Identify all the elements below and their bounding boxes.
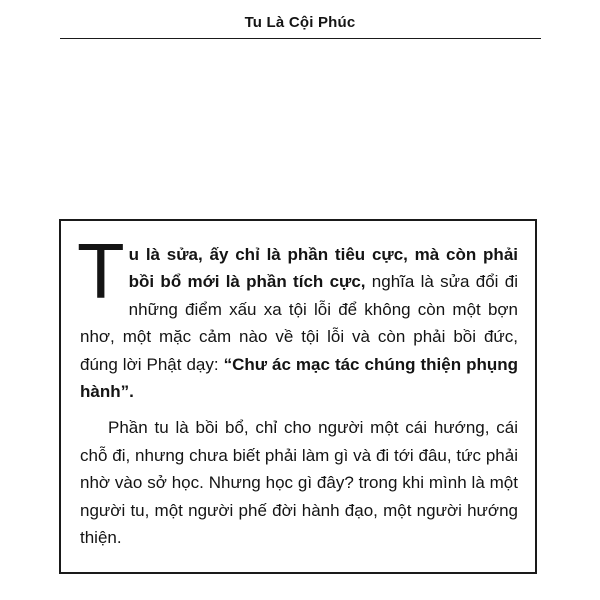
text-content [77, 227, 518, 551]
paragraph-1-body-text: nghĩa là sửa đổi đi những điểm xấu xa tội lỗi để không còn một bợn nhơ, một mặc cảm nào về tội lỗi và còn phải bồi đức, đúng lời Phật dạy: [80, 272, 518, 374]
header-rule [60, 38, 541, 39]
buddha-quote: “Chư ác mạc tác chúng thiện phụng hành”. [80, 354, 518, 402]
drop-cap-letter: T [77, 227, 125, 315]
bold-lead-text: u là sửa, ấy chỉ là phần tiêu cực, mà còn phải bồi bổ mới là phần tích cực, [128, 245, 518, 292]
paragraph-1 [77, 227, 518, 405]
paragraph-2: Phần tu là bồi bổ, chỉ cho người một cái hướng, cái chỗ đi, nhưng chưa biết phải làm gì và đi tới đâu, tức phải nhờ vào sở học. Nhưng học gì đây? trong khi mình là một người tu, một người phế đời hành đạo, một người hướng thiện. [80, 418, 518, 548]
bordered-text-box [59, 219, 537, 574]
running-header-title: Tu Là Cội Phúc [244, 14, 356, 31]
